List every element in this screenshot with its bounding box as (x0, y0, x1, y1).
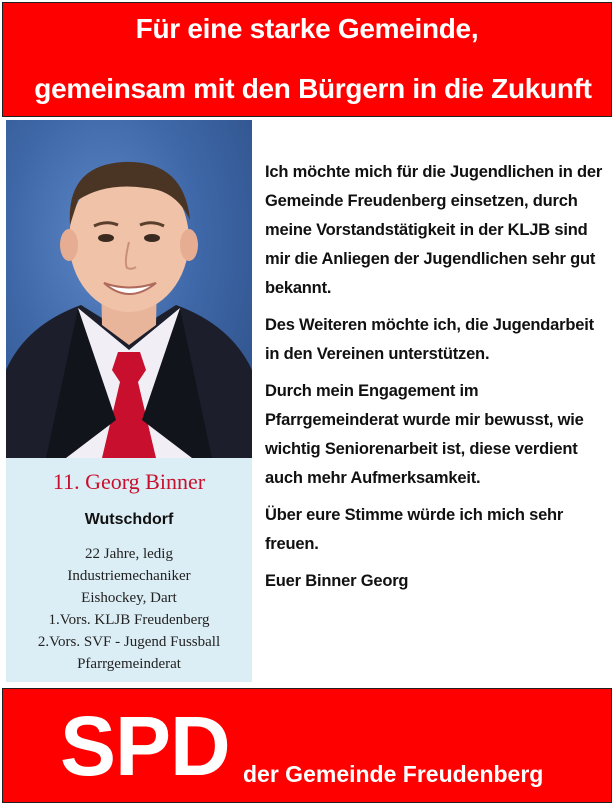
detail-line: Eishockey, Dart (81, 590, 177, 606)
header-banner (2, 2, 612, 117)
detail-line: 22 Jahre, ledig (85, 546, 173, 562)
header-line-1: Für eine starke Gemeinde, (135, 13, 479, 44)
statement-paragraph: Durch mein Engagement im Pfarrgemeinderat wurde mir bewusst, wie wichtig Seniorenarbeit ist, diese verdient auch mehr Aufmerksamkeit. (265, 382, 584, 487)
statement-paragraph: Über eure Stimme würde ich mich sehr freuen. (265, 506, 564, 553)
candidate-card (6, 120, 252, 682)
candidate-statement (265, 158, 605, 604)
statement-paragraph: Des Weiteren möchte ich, die Jugendarbeit in den Vereinen unterstützen. (265, 316, 594, 363)
candidate-photo (6, 120, 252, 458)
detail-line: Industriemechaniker (67, 568, 191, 584)
candidate-info (6, 458, 252, 682)
detail-line: 1.Vors. KLJB Freudenberg (48, 612, 210, 628)
party-subtitle: der Gemeinde Freudenberg (243, 761, 544, 787)
footer-banner (2, 688, 612, 803)
detail-line: 2.Vors. SVF - Jugend Fussball (37, 634, 221, 650)
detail-line: Pfarrgemeinderat (77, 656, 181, 672)
candidate-details (6, 543, 252, 675)
statement-paragraph: Ich möchte mich für die Jugendlichen in der Gemeinde Freudenberg einsetzen, durch meine Vorstandstätigkeit in der KLJB sind mir die Anliegen der Jugendlichen sehr gut bekannt. (265, 163, 603, 297)
header-line-2: gemeinsam mit den Bürgern in die Zukunft (34, 73, 592, 104)
party-logo: SPD (60, 699, 230, 793)
candidate-name: 11. Georg Binner (52, 469, 206, 494)
candidate-town: Wutschdorf (84, 511, 174, 528)
statement-signoff: Euer Binner Georg (265, 572, 409, 590)
